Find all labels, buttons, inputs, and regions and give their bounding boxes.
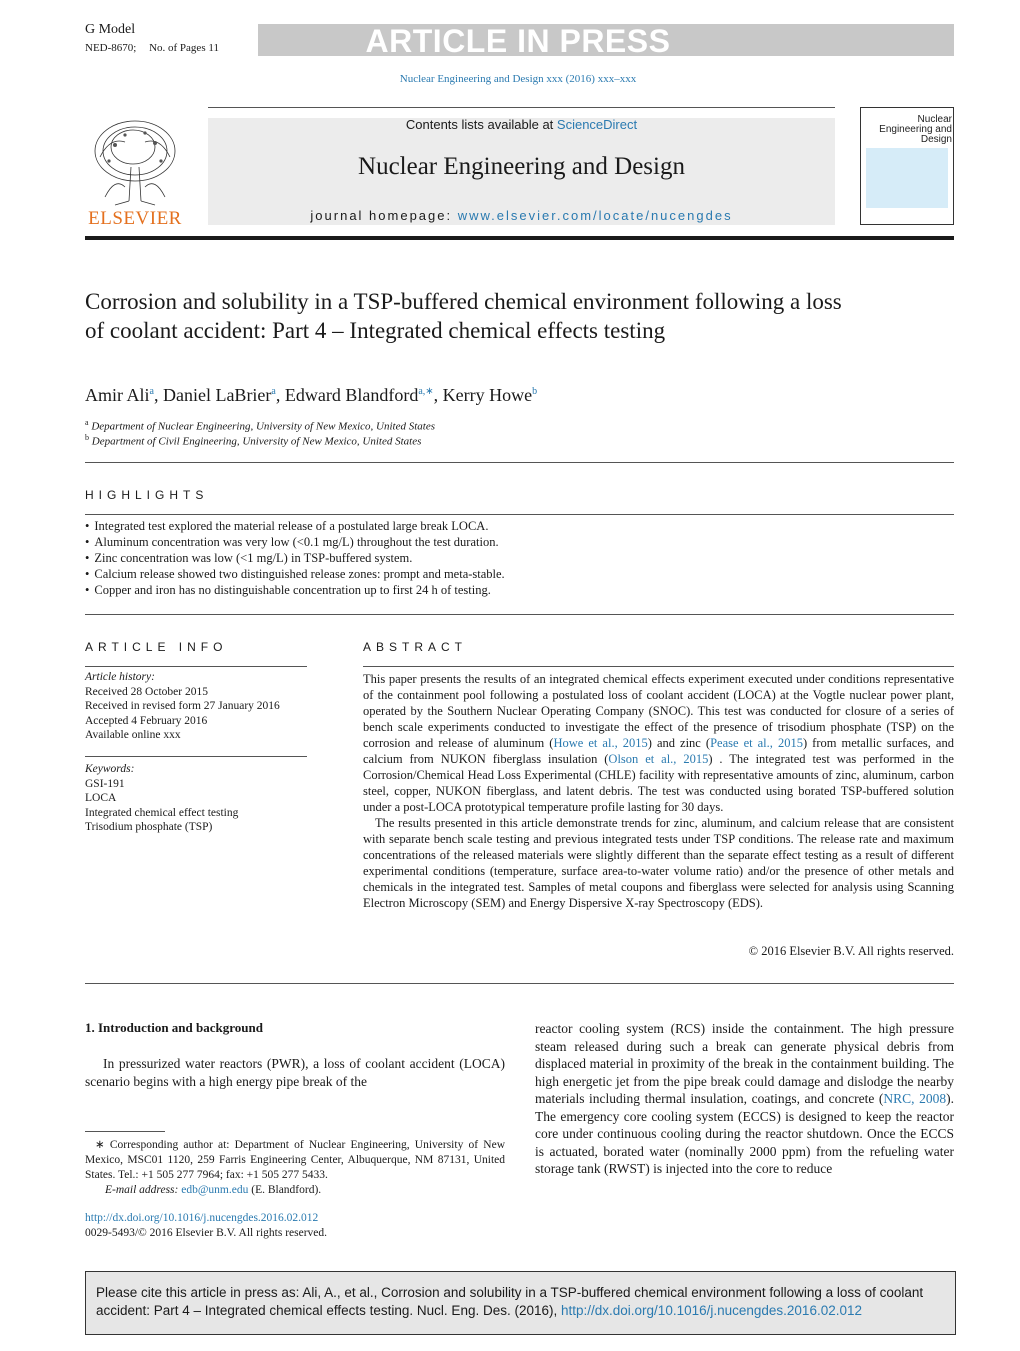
divider <box>363 666 954 667</box>
divider <box>85 614 954 615</box>
divider <box>85 983 954 984</box>
intro-paragraph-left: In pressurized water reactors (PWR), a loss of coolant accident (LOCA) scenario begins with a high energy pipe break of the <box>85 1056 505 1089</box>
highlights-heading: HIGHLIGHTS <box>85 488 209 502</box>
model-label: G Model <box>85 22 136 37</box>
cite-box: Please cite this article in press as: Ali, A., et al., Corrosion and solubility in a TSP-buffered chemical environment following a loss of coolant accident: Part 4 – Integrated chemical effects testing. Nucl. Eng. Des. (2016), http://dx.doi.org/10.1016/j.nucengdes.2016.02.012 <box>85 1271 956 1335</box>
divider <box>85 666 307 667</box>
ref-link[interactable]: Howe et al., 2015 <box>553 736 648 750</box>
list-item: • Integrated test explored the material release of a postulated large break LOCA. <box>85 518 505 534</box>
cite-doi-link[interactable]: http://dx.doi.org/10.1016/j.nucengdes.2016.02.012 <box>561 1303 862 1318</box>
keyword: Integrated chemical effect testing <box>85 806 239 819</box>
copyright: © 2016 Elsevier B.V. All rights reserved. <box>748 944 954 958</box>
cover-graphic <box>866 148 948 208</box>
sciencedirect-link[interactable]: ScienceDirect <box>556 117 638 132</box>
author-list: Amir Ali$^a$, Daniel LaBrier$^a$, Edward Blandford$^{a,∗}$, Kerry Howe$^b$ <box>85 385 538 405</box>
article-history: Article history: Received 28 October 2015 Received in revised form 27 January 2016 Accepted 4 February 2016 Available online xxx <box>85 671 280 741</box>
keyword: Trisodium phosphate (TSP) <box>85 821 213 833</box>
masthead-top-rule <box>208 107 835 108</box>
doi-link[interactable]: http://dx.doi.org/10.1016/j.nucengdes.2016.02.012 <box>85 1212 319 1224</box>
divider <box>85 462 954 463</box>
abstract-heading: ABSTRACT <box>363 640 468 654</box>
ref-link[interactable]: Pease et al., 2015 <box>710 736 803 750</box>
homepage-link[interactable]: www.elsevier.com/locate/nucengdes <box>457 208 733 223</box>
article-in-press-banner: ARTICLE IN PRESS <box>365 23 671 59</box>
masthead-bottom-rule <box>85 236 954 240</box>
article-code-line <box>85 42 219 54</box>
divider <box>85 514 954 515</box>
footnote-rule <box>85 1131 165 1132</box>
affiliation: $^a$ Department of Nuclear Engineering, University of New Mexico, United States <box>85 418 435 433</box>
article-title: Corrosion and solubility in a TSP-buffered chemical environment following a loss of coolant accident: Part 4 – Integrated chemical effects testing <box>85 289 842 343</box>
author[interactable]: Amir Ali$^a$ <box>85 385 154 405</box>
corresponding-author-footnote: ∗ Corresponding author at: Department of Nuclear Engineering, University of New Mexico, MSC01 1120, 259 Farris Engineering Center, Albuquerque, NM 87131, United States. Tel.: +1 505 277 7964; fax: +1 505 277 5433. E-mail address: edb@unm.edu (E. Blandford). <box>85 1139 506 1196</box>
intro-paragraph-right: reactor cooling system (RCS) inside the containment. The high pressure steam released during such a break can generate physical debris from displaced material in proximity of the break in the containment building. The high energetic jet from the pipe break could damage and dislodge the nearby materials including thermal insulation, coatings, and concrete (NRC, 2008). The emergency core cooling system (ECCS) is designed to keep the reactor core under continuous cooling during the reactor shutdown. Once the ECCS is actuated, borated water (nominally 2000 ppm) from the refueling water storage tank (RWST) is injected into the core to reduce <box>535 1021 954 1176</box>
keyword: GSI-191 <box>85 777 125 790</box>
issn-line: 0029-5493/© 2016 Elsevier B.V. All rights reserved. <box>85 1227 328 1239</box>
keywords: Keywords: GSI-191 LOCA Integrated chemical effect testing Trisodium phosphate (TSP) <box>85 763 239 833</box>
author[interactable]: Edward Blandford$^{a,∗}$ <box>284 385 434 405</box>
article-info-heading: ARTICLE INFO <box>85 640 228 654</box>
list-item: • Calcium release showed two distinguished release zones: prompt and meta-stable. <box>85 566 505 582</box>
author[interactable]: Daniel LaBrier$^a$ <box>162 385 276 405</box>
ref-link[interactable]: Olson et al., 2015 <box>608 752 709 766</box>
journal-name: Nuclear Engineering and Design <box>358 153 685 180</box>
contents-availability: Contents lists available at ScienceDirect <box>405 117 638 132</box>
list-item: • Zinc concentration was low (<1 mg/L) in TSP-buffered system. <box>85 550 505 566</box>
ref-link[interactable]: NRC, 2008 <box>883 1091 947 1106</box>
list-item: • Copper and iron has no distinguishable concentration up to first 24 h of testing. <box>85 582 505 598</box>
section-heading: 1. Introduction and background <box>85 1020 263 1035</box>
abstract-body: This paper presents the results of an integrated chemical effects experiment executed under conditions representative of the containment pool following a postulated loss of coolant accident (LOCA) at the Vogtle nuclear power plant, operated by the Southern Nuclear Operating Company (SNOC). This test was conducted for closure of a series of bench scale experiments conducted to investigate the effect of the presence of trisodium phosphate (TSP) on the corrosion and release of aluminum (Howe et al., 2015) and zinc (Pease et al., 2015) from metallic surfaces, and calcium from NUKON fiberglass insulation (Olson et al., 2015) . The integrated test was performed in the Corrosion/Chemical Head Loss Experimental (CHLE) facility with representative amounts of zinc, aluminum, carbon steel, copper, NUKON fiberglass, and latent debris. The test was conducted using borated TSP-buffered solution under a post-LOCA prototypical temperature profile lasting for 30 days. The results presented in this article demonstrate trends for zinc, aluminum, and calcium release that are consistent with separate bench scale testing and previous integrated tests under TSP conditions. The release rate and maximum concentrations of the released materials were slightly different than the separate effect testing as a result of different experimental conditions (temperature, surface area-to-water volume ratio) and/or the presence of other metals and chemicals in the integrated test. Samples of metal coupons and fiberglass were selected for analysis using Scanning Electron Microscopy (SEM) and Energy Dispersive X-ray Spectroscopy (EDS). <box>363 672 954 910</box>
cover-title: Nuclear Engineering and Design <box>879 114 952 145</box>
divider <box>85 756 307 757</box>
highlights-list <box>85 518 505 598</box>
page-count: No. of Pages 11 <box>149 42 219 54</box>
affiliation: $^b$ Department of Civil Engineering, University of New Mexico, United States <box>85 433 422 448</box>
email-link[interactable]: edb@unm.edu <box>181 1184 249 1196</box>
journal-homepage: journal homepage: www.elsevier.com/locate/nucengdes <box>310 208 733 223</box>
doi-block <box>85 1211 327 1241</box>
list-item: • Aluminum concentration was very low (<0.1 mg/L) throughout the test duration. <box>85 534 505 550</box>
elsevier-wordmark: ELSEVIER <box>88 208 182 229</box>
journal-citation-line[interactable]: Nuclear Engineering and Design xxx (2016) xxx–xxx <box>399 73 637 85</box>
article-code: NED-8670; <box>85 42 137 54</box>
keyword: LOCA <box>85 792 117 804</box>
author[interactable]: Kerry Howe$^b$ <box>442 385 538 405</box>
